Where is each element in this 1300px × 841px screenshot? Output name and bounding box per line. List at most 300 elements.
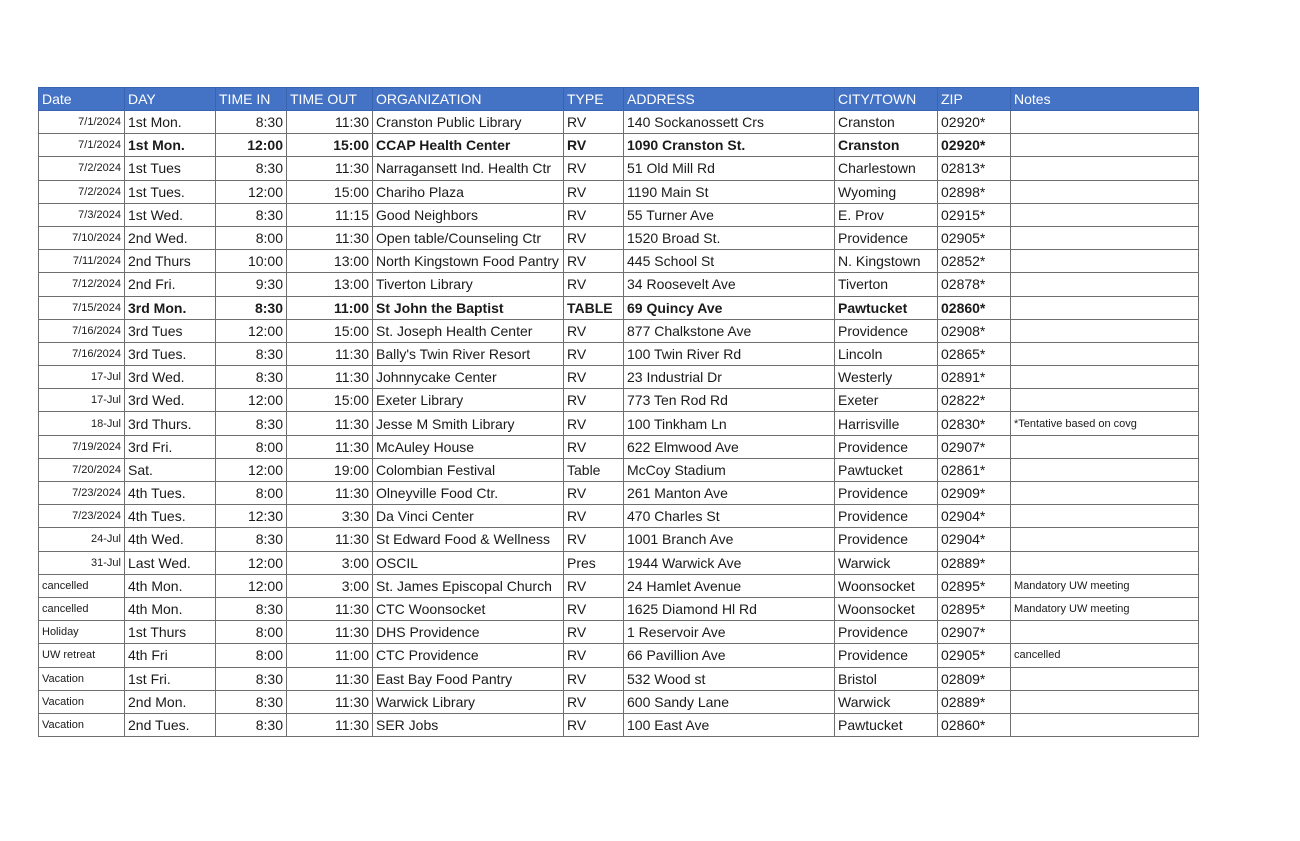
- cell-date: 7/1/2024: [39, 134, 125, 157]
- cell-time-in: 12:00: [216, 551, 287, 574]
- cell-time-out: 11:30: [287, 528, 373, 551]
- cell-city: Woonsocket: [835, 597, 938, 620]
- table-row: [39, 597, 1199, 620]
- cell-organization: CCAP Health Center: [373, 134, 564, 157]
- cell-zip: 02891*: [938, 366, 1011, 389]
- cell-time-in: 8:30: [216, 713, 287, 736]
- cell-day: 2nd Thurs: [125, 250, 216, 273]
- cell-zip: 02895*: [938, 597, 1011, 620]
- table-row: [39, 412, 1199, 435]
- cell-day: 2nd Tues.: [125, 713, 216, 736]
- table-row: [39, 574, 1199, 597]
- cell-organization: McAuley House: [373, 435, 564, 458]
- cell-time-out: 3:00: [287, 574, 373, 597]
- cell-city: Bristol: [835, 667, 938, 690]
- cell-organization: St Edward Food & Wellness: [373, 528, 564, 551]
- cell-time-in: 10:00: [216, 250, 287, 273]
- cell-zip: 02809*: [938, 667, 1011, 690]
- cell-day: 3rd Wed.: [125, 366, 216, 389]
- cell-zip: 02920*: [938, 111, 1011, 134]
- cell-city: Providence: [835, 528, 938, 551]
- cell-notes: [1011, 435, 1199, 458]
- schedule-rows: [39, 111, 1199, 737]
- cell-address: 1944 Warwick Ave: [624, 551, 835, 574]
- cell-type: Pres: [564, 551, 624, 574]
- cell-date: 7/16/2024: [39, 342, 125, 365]
- cell-city: Harrisville: [835, 412, 938, 435]
- cell-type: RV: [564, 505, 624, 528]
- cell-city: Providence: [835, 505, 938, 528]
- cell-day: 2nd Wed.: [125, 226, 216, 249]
- table-row: [39, 435, 1199, 458]
- cell-city: Cranston: [835, 134, 938, 157]
- cell-notes: [1011, 226, 1199, 249]
- cell-day: 3rd Thurs.: [125, 412, 216, 435]
- col-header-city: CITY/TOWN: [835, 88, 938, 111]
- cell-zip: 02889*: [938, 690, 1011, 713]
- cell-time-out: 11:30: [287, 342, 373, 365]
- table-row: [39, 111, 1199, 134]
- cell-type: RV: [564, 574, 624, 597]
- cell-notes: [1011, 180, 1199, 203]
- header-row: [39, 88, 1199, 111]
- cell-type: RV: [564, 226, 624, 249]
- cell-time-in: 8:30: [216, 342, 287, 365]
- cell-address: 66 Pavillion Ave: [624, 644, 835, 667]
- cell-address: 69 Quincy Ave: [624, 296, 835, 319]
- cell-notes: *Tentative based on covg: [1011, 412, 1199, 435]
- cell-address: 1625 Diamond Hl Rd: [624, 597, 835, 620]
- cell-time-in: 8:30: [216, 111, 287, 134]
- cell-notes: [1011, 389, 1199, 412]
- cell-organization: St John the Baptist: [373, 296, 564, 319]
- cell-type: RV: [564, 690, 624, 713]
- table-row: [39, 482, 1199, 505]
- cell-date: UW retreat: [39, 644, 125, 667]
- cell-notes: [1011, 296, 1199, 319]
- cell-type: RV: [564, 528, 624, 551]
- cell-date: 17-Jul: [39, 389, 125, 412]
- cell-time-in: 8:30: [216, 157, 287, 180]
- cell-date: 7/2/2024: [39, 180, 125, 203]
- cell-city: Warwick: [835, 551, 938, 574]
- cell-organization: St. Joseph Health Center: [373, 319, 564, 342]
- cell-address: 55 Turner Ave: [624, 203, 835, 226]
- cell-organization: CTC Woonsocket: [373, 597, 564, 620]
- cell-notes: [1011, 134, 1199, 157]
- cell-zip: 02865*: [938, 342, 1011, 365]
- cell-type: RV: [564, 644, 624, 667]
- cell-notes: [1011, 690, 1199, 713]
- cell-time-in: 8:30: [216, 690, 287, 713]
- cell-type: RV: [564, 713, 624, 736]
- table-row: [39, 667, 1199, 690]
- cell-zip: 02907*: [938, 435, 1011, 458]
- cell-address: 470 Charles St: [624, 505, 835, 528]
- cell-organization: East Bay Food Pantry: [373, 667, 564, 690]
- cell-date: 17-Jul: [39, 366, 125, 389]
- cell-time-in: 12:30: [216, 505, 287, 528]
- cell-city: Pawtucket: [835, 713, 938, 736]
- table-row: [39, 389, 1199, 412]
- cell-time-in: 9:30: [216, 273, 287, 296]
- cell-date: 31-Jul: [39, 551, 125, 574]
- cell-organization: Warwick Library: [373, 690, 564, 713]
- cell-day: 3rd Tues.: [125, 342, 216, 365]
- table-row: [39, 528, 1199, 551]
- cell-date: 7/20/2024: [39, 458, 125, 481]
- cell-notes: [1011, 273, 1199, 296]
- cell-time-out: 11:30: [287, 597, 373, 620]
- cell-day: 1st Tues: [125, 157, 216, 180]
- cell-day: 4th Tues.: [125, 505, 216, 528]
- table-row: [39, 250, 1199, 273]
- cell-zip: 02895*: [938, 574, 1011, 597]
- cell-city: Providence: [835, 644, 938, 667]
- cell-day: 1st Mon.: [125, 111, 216, 134]
- cell-time-out: 11:00: [287, 296, 373, 319]
- cell-city: Woonsocket: [835, 574, 938, 597]
- cell-city: Providence: [835, 482, 938, 505]
- col-header-day: DAY: [125, 88, 216, 111]
- col-header-time-in: TIME IN: [216, 88, 287, 111]
- cell-day: Sat.: [125, 458, 216, 481]
- cell-time-out: 3:30: [287, 505, 373, 528]
- cell-address: 877 Chalkstone Ave: [624, 319, 835, 342]
- cell-time-out: 11:30: [287, 690, 373, 713]
- cell-organization: Da Vinci Center: [373, 505, 564, 528]
- cell-city: Providence: [835, 621, 938, 644]
- cell-organization: Chariho Plaza: [373, 180, 564, 203]
- cell-organization: North Kingstown Food Pantry: [373, 250, 564, 273]
- cell-type: RV: [564, 482, 624, 505]
- cell-time-out: 11:30: [287, 482, 373, 505]
- cell-zip: 02813*: [938, 157, 1011, 180]
- cell-zip: 02915*: [938, 203, 1011, 226]
- cell-organization: Jesse M Smith Library: [373, 412, 564, 435]
- cell-notes: [1011, 621, 1199, 644]
- cell-date: 7/2/2024: [39, 157, 125, 180]
- cell-address: 51 Old Mill Rd: [624, 157, 835, 180]
- cell-organization: Good Neighbors: [373, 203, 564, 226]
- cell-time-in: 8:30: [216, 366, 287, 389]
- cell-day: 3rd Wed.: [125, 389, 216, 412]
- cell-time-out: 11:30: [287, 713, 373, 736]
- cell-notes: Mandatory UW meeting: [1011, 597, 1199, 620]
- cell-time-in: 8:30: [216, 528, 287, 551]
- cell-zip: 02860*: [938, 713, 1011, 736]
- cell-type: RV: [564, 250, 624, 273]
- cell-organization: St. James Episcopal Church: [373, 574, 564, 597]
- table-row: [39, 296, 1199, 319]
- cell-notes: [1011, 203, 1199, 226]
- table-row: [39, 134, 1199, 157]
- table-row: [39, 342, 1199, 365]
- cell-address: 1520 Broad St.: [624, 226, 835, 249]
- cell-type: RV: [564, 621, 624, 644]
- cell-date: 7/23/2024: [39, 505, 125, 528]
- cell-date: 7/10/2024: [39, 226, 125, 249]
- cell-zip: 02904*: [938, 505, 1011, 528]
- cell-day: 4th Mon.: [125, 597, 216, 620]
- table-row: [39, 366, 1199, 389]
- table-row: [39, 157, 1199, 180]
- cell-type: RV: [564, 203, 624, 226]
- col-header-zip: ZIP: [938, 88, 1011, 111]
- cell-zip: 02909*: [938, 482, 1011, 505]
- col-header-address: ADDRESS: [624, 88, 835, 111]
- cell-organization: Tiverton Library: [373, 273, 564, 296]
- cell-zip: 02920*: [938, 134, 1011, 157]
- cell-organization: OSCIL: [373, 551, 564, 574]
- cell-date: 18-Jul: [39, 412, 125, 435]
- table-row: [39, 505, 1199, 528]
- cell-city: Providence: [835, 226, 938, 249]
- cell-zip: 02852*: [938, 250, 1011, 273]
- cell-address: 622 Elmwood Ave: [624, 435, 835, 458]
- cell-city: Providence: [835, 435, 938, 458]
- col-header-type: TYPE: [564, 88, 624, 111]
- cell-day: 1st Tues.: [125, 180, 216, 203]
- cell-type: RV: [564, 157, 624, 180]
- cell-notes: [1011, 458, 1199, 481]
- cell-time-out: 11:30: [287, 435, 373, 458]
- cell-zip: 02822*: [938, 389, 1011, 412]
- col-header-date: Date: [39, 88, 125, 111]
- cell-address: 100 East Ave: [624, 713, 835, 736]
- cell-city: N. Kingstown: [835, 250, 938, 273]
- cell-address: 1090 Cranston St.: [624, 134, 835, 157]
- cell-zip: 02904*: [938, 528, 1011, 551]
- cell-day: 2nd Fri.: [125, 273, 216, 296]
- cell-zip: 02861*: [938, 458, 1011, 481]
- cell-day: 2nd Mon.: [125, 690, 216, 713]
- cell-organization: Open table/Counseling Ctr: [373, 226, 564, 249]
- cell-time-in: 12:00: [216, 180, 287, 203]
- cell-organization: Bally's Twin River Resort: [373, 342, 564, 365]
- cell-type: RV: [564, 273, 624, 296]
- cell-date: 7/19/2024: [39, 435, 125, 458]
- cell-date: Vacation: [39, 713, 125, 736]
- cell-time-out: 11:30: [287, 157, 373, 180]
- cell-time-out: 11:00: [287, 644, 373, 667]
- cell-day: 1st Mon.: [125, 134, 216, 157]
- schedule-sheet: [38, 87, 1198, 737]
- cell-day: 1st Fri.: [125, 667, 216, 690]
- cell-type: RV: [564, 667, 624, 690]
- table-row: [39, 458, 1199, 481]
- cell-date: 7/16/2024: [39, 319, 125, 342]
- cell-type: Table: [564, 458, 624, 481]
- cell-notes: [1011, 713, 1199, 736]
- cell-notes: [1011, 528, 1199, 551]
- cell-type: RV: [564, 319, 624, 342]
- table-row: [39, 644, 1199, 667]
- cell-date: cancelled: [39, 597, 125, 620]
- cell-organization: SER Jobs: [373, 713, 564, 736]
- table-row: [39, 203, 1199, 226]
- cell-time-in: 8:30: [216, 412, 287, 435]
- cell-time-out: 13:00: [287, 250, 373, 273]
- cell-organization: Johnnycake Center: [373, 366, 564, 389]
- cell-city: Westerly: [835, 366, 938, 389]
- cell-city: Lincoln: [835, 342, 938, 365]
- cell-city: Pawtucket: [835, 296, 938, 319]
- cell-time-in: 12:00: [216, 134, 287, 157]
- cell-notes: cancelled: [1011, 644, 1199, 667]
- cell-organization: Exeter Library: [373, 389, 564, 412]
- table-row: [39, 713, 1199, 736]
- cell-type: RV: [564, 412, 624, 435]
- cell-zip: 02860*: [938, 296, 1011, 319]
- cell-time-out: 11:30: [287, 226, 373, 249]
- cell-day: 3rd Tues: [125, 319, 216, 342]
- cell-city: Warwick: [835, 690, 938, 713]
- cell-time-out: 11:30: [287, 366, 373, 389]
- cell-address: 1 Reservoir Ave: [624, 621, 835, 644]
- cell-time-out: 11:30: [287, 412, 373, 435]
- cell-address: McCoy Stadium: [624, 458, 835, 481]
- cell-time-in: 12:00: [216, 458, 287, 481]
- cell-time-in: 8:30: [216, 667, 287, 690]
- cell-date: cancelled: [39, 574, 125, 597]
- cell-date: 7/3/2024: [39, 203, 125, 226]
- cell-notes: Mandatory UW meeting: [1011, 574, 1199, 597]
- cell-address: 140 Sockanossett Crs: [624, 111, 835, 134]
- cell-type: RV: [564, 180, 624, 203]
- cell-address: 532 Wood st: [624, 667, 835, 690]
- cell-zip: 02905*: [938, 644, 1011, 667]
- cell-time-in: 8:00: [216, 644, 287, 667]
- cell-city: Pawtucket: [835, 458, 938, 481]
- cell-notes: [1011, 366, 1199, 389]
- cell-notes: [1011, 250, 1199, 273]
- cell-time-out: 15:00: [287, 389, 373, 412]
- cell-time-out: 13:00: [287, 273, 373, 296]
- table-row: [39, 319, 1199, 342]
- cell-date: Holiday: [39, 621, 125, 644]
- cell-address: 445 School St: [624, 250, 835, 273]
- cell-address: 1190 Main St: [624, 180, 835, 203]
- cell-day: 4th Tues.: [125, 482, 216, 505]
- cell-notes: [1011, 551, 1199, 574]
- cell-time-in: 8:30: [216, 203, 287, 226]
- cell-organization: CTC Providence: [373, 644, 564, 667]
- cell-time-out: 19:00: [287, 458, 373, 481]
- cell-time-in: 12:00: [216, 389, 287, 412]
- cell-time-out: 11:30: [287, 667, 373, 690]
- cell-address: 600 Sandy Lane: [624, 690, 835, 713]
- cell-notes: [1011, 482, 1199, 505]
- cell-address: 100 Tinkham Ln: [624, 412, 835, 435]
- cell-time-in: 8:00: [216, 482, 287, 505]
- cell-date: 7/1/2024: [39, 111, 125, 134]
- cell-zip: 02907*: [938, 621, 1011, 644]
- cell-city: E. Prov: [835, 203, 938, 226]
- cell-time-out: 11:15: [287, 203, 373, 226]
- cell-address: 34 Roosevelt Ave: [624, 273, 835, 296]
- cell-day: 1st Wed.: [125, 203, 216, 226]
- cell-time-out: 15:00: [287, 180, 373, 203]
- cell-day: 1st Thurs: [125, 621, 216, 644]
- cell-type: RV: [564, 134, 624, 157]
- cell-type: RV: [564, 389, 624, 412]
- cell-date: Vacation: [39, 690, 125, 713]
- col-header-notes: Notes: [1011, 88, 1199, 111]
- cell-date: 24-Jul: [39, 528, 125, 551]
- cell-time-in: 8:00: [216, 621, 287, 644]
- cell-zip: 02905*: [938, 226, 1011, 249]
- cell-date: 7/15/2024: [39, 296, 125, 319]
- cell-day: Last Wed.: [125, 551, 216, 574]
- cell-notes: [1011, 111, 1199, 134]
- cell-date: 7/23/2024: [39, 482, 125, 505]
- cell-type: RV: [564, 597, 624, 620]
- table-row: [39, 180, 1199, 203]
- cell-zip: 02889*: [938, 551, 1011, 574]
- cell-notes: [1011, 319, 1199, 342]
- table-row: [39, 621, 1199, 644]
- table-row: [39, 273, 1199, 296]
- cell-time-out: 11:30: [287, 621, 373, 644]
- cell-time-in: 8:30: [216, 597, 287, 620]
- cell-date: 7/11/2024: [39, 250, 125, 273]
- cell-organization: Cranston Public Library: [373, 111, 564, 134]
- cell-city: Charlestown: [835, 157, 938, 180]
- cell-zip: 02908*: [938, 319, 1011, 342]
- cell-type: TABLE: [564, 296, 624, 319]
- cell-city: Wyoming: [835, 180, 938, 203]
- cell-address: 100 Twin River Rd: [624, 342, 835, 365]
- cell-time-in: 8:30: [216, 296, 287, 319]
- cell-organization: Olneyville Food Ctr.: [373, 482, 564, 505]
- cell-time-in: 8:00: [216, 435, 287, 458]
- cell-time-in: 8:00: [216, 226, 287, 249]
- cell-organization: DHS Providence: [373, 621, 564, 644]
- cell-type: RV: [564, 366, 624, 389]
- cell-address: 24 Hamlet Avenue: [624, 574, 835, 597]
- schedule-table: [38, 87, 1199, 737]
- cell-time-in: 12:00: [216, 574, 287, 597]
- cell-address: 1001 Branch Ave: [624, 528, 835, 551]
- col-header-organization: ORGANIZATION: [373, 88, 564, 111]
- cell-type: RV: [564, 111, 624, 134]
- cell-city: Providence: [835, 319, 938, 342]
- cell-address: 773 Ten Rod Rd: [624, 389, 835, 412]
- cell-day: 3rd Mon.: [125, 296, 216, 319]
- cell-day: 4th Fri: [125, 644, 216, 667]
- cell-time-in: 12:00: [216, 319, 287, 342]
- cell-type: RV: [564, 435, 624, 458]
- cell-zip: 02898*: [938, 180, 1011, 203]
- cell-address: 261 Manton Ave: [624, 482, 835, 505]
- cell-notes: [1011, 157, 1199, 180]
- col-header-time-out: TIME OUT: [287, 88, 373, 111]
- cell-notes: [1011, 667, 1199, 690]
- cell-date: Vacation: [39, 667, 125, 690]
- cell-type: RV: [564, 342, 624, 365]
- cell-time-out: 15:00: [287, 319, 373, 342]
- cell-city: Exeter: [835, 389, 938, 412]
- cell-city: Tiverton: [835, 273, 938, 296]
- cell-zip: 02830*: [938, 412, 1011, 435]
- cell-day: 3rd Fri.: [125, 435, 216, 458]
- cell-day: 4th Mon.: [125, 574, 216, 597]
- cell-time-out: 11:30: [287, 111, 373, 134]
- cell-organization: Narragansett Ind. Health Ctr: [373, 157, 564, 180]
- cell-notes: [1011, 342, 1199, 365]
- cell-time-out: 15:00: [287, 134, 373, 157]
